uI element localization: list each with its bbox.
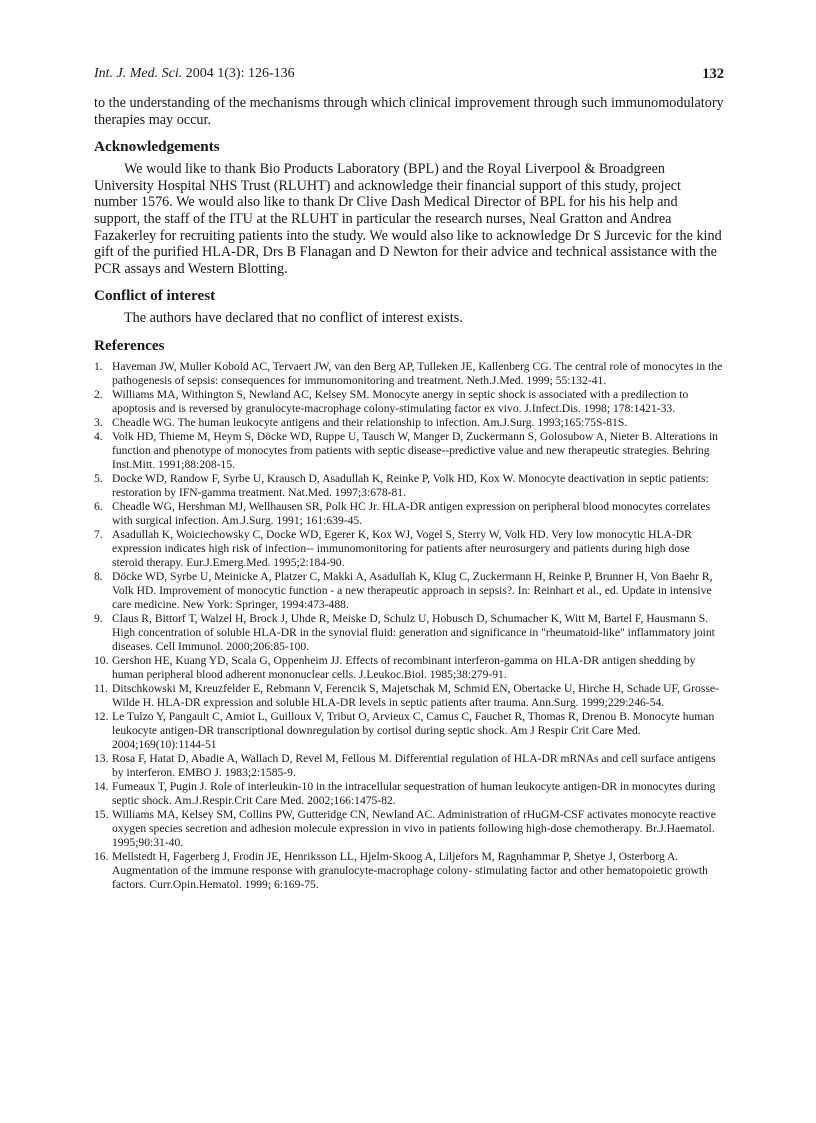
page-number: 132	[702, 66, 724, 82]
reference-text: Asadullah K, Woiciechowsky C, Docke WD, Egerer K, Kox WJ, Vogel S, Sterry W, Volk HD. Very low monocytic HLA-DR expression indicates high risk of infection-- immunomonitoring for patients after neurosurgery and patients during high dose steroid therapy. Eur.J.Emerg.Med. 1995;2:184-90.	[112, 527, 692, 569]
reference-item	[94, 472, 724, 500]
reference-number: 7.	[94, 527, 103, 541]
reference-text: Claus R, Bittorf T, Walzel H, Brock J, Uhde R, Meiske D, Schulz U, Hobusch D, Schumacher K, Witt M, Bartel F, Hausmann S. High concentration of soluble HLA-DR in the synovial fluid: generation and significance in "rheumatoid-like" inflammatory joint diseases. Cell Immunol. 2000;206:85-100.	[112, 611, 715, 653]
reference-number: 15.	[94, 807, 109, 821]
conflict-text: The authors have declared that no conflict of interest exists.	[124, 310, 463, 327]
reference-number: 16.	[94, 849, 109, 863]
reference-number: 5.	[94, 471, 103, 485]
reference-item	[94, 654, 724, 682]
references-heading: References	[94, 336, 165, 354]
reference-number: 14.	[94, 779, 109, 793]
reference-number: 9.	[94, 611, 103, 625]
reference-item	[94, 416, 724, 430]
acknowledgements-heading: Acknowledgements	[94, 138, 220, 156]
reference-text: Cheadle WG, Hershman MJ, Wellhausen SR, Polk HC Jr. HLA-DR antigen expression on peripheral blood monocytes correlates with surgical infection. Am.J.Surg. 1991; 161:639-45.	[112, 499, 711, 527]
reference-item	[94, 850, 724, 892]
reference-number: 6.	[94, 499, 103, 513]
reference-text: Döcke WD, Syrbe U, Meinicke A, Platzer C, Makki A, Asadullah K, Klug C, Zuckermann H, Reinke P, Brunner H, Von Baehr R, Volk HD. Improvement of monocytic function - a new therapeutic approach in sepsis?. In: Reinhart et al., ed. Update in intensive care medicine. New York: Springer, 1994:473-488.	[112, 569, 713, 611]
reference-number: 4.	[94, 429, 103, 443]
reference-number: 12.	[94, 709, 109, 723]
reference-item	[94, 500, 724, 528]
reference-item	[94, 430, 724, 472]
reference-number: 13.	[94, 751, 109, 765]
reference-item	[94, 752, 724, 780]
reference-item	[94, 570, 724, 612]
reference-text: Fumeaux T, Pugin J. Role of interleukin-10 in the intracellular sequestration of human leukocyte antigen-DR in monocytes during septic shock. Am.J.Respir.Crit Care Med. 2002;166:1475-82.	[112, 779, 716, 807]
reference-text: Gershon HE, Kuang YD, Scala G, Oppenheim JJ. Effects of recombinant interferon-gamma on HLA-DR antigen shedding by human peripheral blood adherent mononuclear cells. J.Leukoc.Biol. 1985;38:279-91.	[112, 653, 696, 681]
reference-text: Williams MA, Withington S, Newland AC, Kelsey SM. Monocyte anergy in septic shock is associated with a predilection to apoptosis and is reversed by granulocyte-macrophage colony-stimulating factor ex vivo. J.Infect.Dis. 1998; 178:1421-33.	[112, 387, 689, 415]
reference-text: Docke WD, Randow F, Syrbe U, Krausch D, Asadullah K, Reinke P, Volk HD, Kox W. Monocyte deactivation in septic patients: restoration by IFN-gamma treatment. Nat.Med. 1997;3:678-81.	[112, 471, 709, 499]
reference-number: 8.	[94, 569, 103, 583]
reference-number: 1.	[94, 359, 103, 373]
reference-number: 2.	[94, 387, 103, 401]
reference-text: Ditschkowski M, Kreuzfelder E, Rebmann V, Ferencik S, Majetschak M, Schmid EN, Obertacke U, Hirche H, Schade UF, Grosse-Wilde H. HLA-DR expression and soluble HLA-DR levels in septic patients after trauma. Ann.Surg. 1999;229:246-54.	[112, 681, 719, 709]
acknowledgements-text: We would like to thank Bio Products Laboratory (BPL) and the Royal Liverpool & Broadgreen University Hospital NHS Trust (RLUHT) and acknowledge their financial support of this study, project number 1576. We would also like to thank Dr Clive Dash Medical Director of BPL for his his help and support, the staff of the ITU at the RLUHT in particular the research nurses, Neal Gratton and Andrea Fazakerley for recruiting patients into the study. We would also like to acknowledge Dr S Jurcevic for the kind gift of the purified HLA-DR, Drs B Flanagan and D Newton for their advice and technical assistance with the PCR assays and Western Blotting.	[94, 161, 722, 277]
reference-text: Cheadle WG. The human leukocyte antigens and their relationship to infection. Am.J.Surg. 1993;165:75S-81S.	[112, 415, 628, 429]
journal-citation	[94, 66, 295, 82]
reference-text: Rosa F, Hatat D, Abadie A, Wallach D, Revel M, Fellous M. Differential regulation of HLA-DR mRNAs and cell surface antigens by interferon. EMBO J. 1983;2:1585-9.	[112, 751, 716, 779]
reference-item	[94, 612, 724, 654]
reference-item	[94, 682, 724, 710]
reference-item	[94, 710, 724, 752]
reference-number: 11.	[94, 681, 109, 695]
reference-item	[94, 360, 724, 388]
journal-name: Int. J. Med. Sci.	[94, 66, 183, 81]
reference-text: Haveman JW, Muller Kobold AC, Tervaert JW, van den Berg AP, Tulleken JE, Kallenberg CG. The central role of monocytes in the pathogenesis of sepsis: consequences for immunomonitoring and treatment. Neth.J.Med. 1999; 55:132-41.	[112, 359, 723, 387]
reference-text: Williams MA, Kelsey SM, Collins PW, Gutteridge CN, Newland AC. Administration of rHuGM-CSF activates monocyte reactive oxygen species secretion and adhesion molecule expression in vivo in patients following high-dose chemotherapy. Br.J.Haematol. 1995;90:31-40.	[112, 807, 716, 849]
intro-continuation: to the understanding of the mechanisms through which clinical improvement through such immunomodulatory therapies may occur.	[94, 95, 724, 128]
reference-text: Le Tulzo Y, Pangault C, Amiot L, Guilloux V, Tribut O, Arvieux C, Camus C, Fauchet R, Thomas R, Drenou B. Monocyte human leukocyte antigen-DR transcriptional downregulation by cortisol during septic shock. Am J Respir Crit Care Med. 2004;169(10):1144-51	[112, 709, 715, 751]
reference-number: 10.	[94, 653, 109, 667]
reference-item	[94, 528, 724, 570]
reference-item	[94, 808, 724, 850]
reference-text: Mellstedt H, Fagerberg J, Frodin JE, Henriksson LL, Hjelm-Skoog A, Liljefors M, Ragnhammar P, Shetye J, Osterborg A. Augmentation of the immune response with granulocyte-macrophage colony- stimulating factor and other hematopoietic growth factors. Curr.Opin.Hematol. 1999; 6:169-75.	[112, 849, 708, 891]
reference-item	[94, 388, 724, 416]
article-body	[94, 95, 724, 892]
journal-volume: 2004 1(3): 126-136	[182, 66, 295, 81]
reference-list	[94, 360, 724, 892]
reference-text: Volk HD, Thieme M, Heym S, Döcke WD, Ruppe U, Tausch W, Manger D, Zuckermann S, Golosubow A, Nieter B. Alterations in function and phenotype of monocytes from patients with septic disease--predictive value and new therapeutic strategies. Behring Inst.Mitt. 1991;88:208-15.	[112, 429, 718, 471]
running-header	[94, 66, 724, 86]
conflict-heading: Conflict of interest	[94, 287, 216, 305]
reference-item	[94, 780, 724, 808]
reference-number: 3.	[94, 415, 103, 429]
